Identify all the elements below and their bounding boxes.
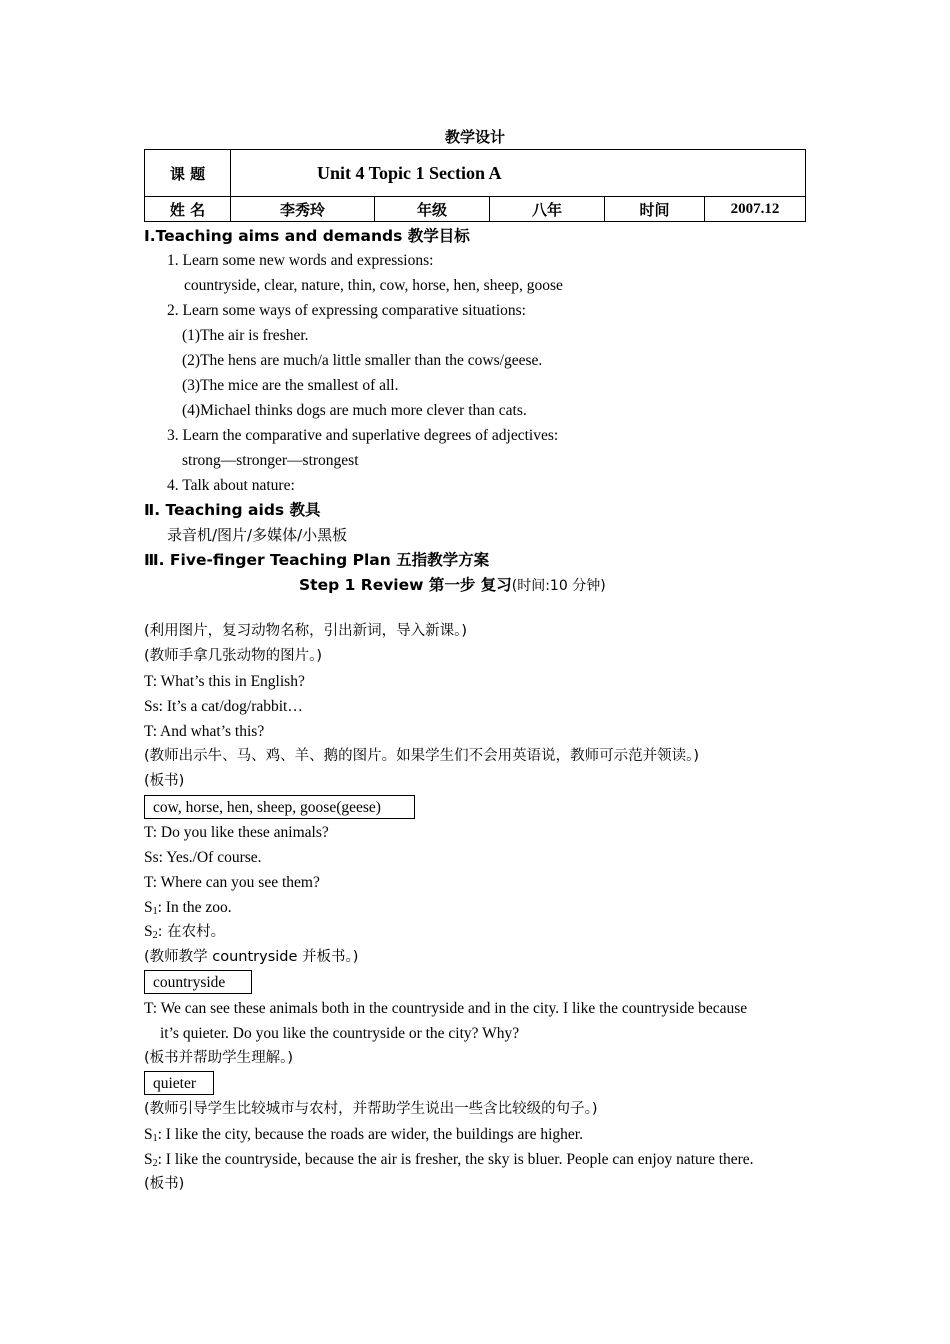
blackboard-note: (板书) [144, 1176, 185, 1192]
note-6: (教师引导学生比较城市与农村，并帮助学生说出一些含比较级的句子。) [144, 1101, 598, 1117]
step-1-time: (时间:10 分钟) [511, 578, 606, 594]
aim-2-item-3: (3)The mice are the smallest of all. [182, 377, 399, 394]
dialog-line: $S_1$: In the zoo. [144, 899, 232, 917]
step-1-title: Step 1 Review 第一步 复习 [299, 576, 512, 594]
aim-1-words: countryside, clear, nature, thin, cow, horse, hen, sheep, goose [184, 277, 563, 294]
blackboard-box-animals: cow, horse, hen, sheep, goose(geese) [144, 795, 415, 819]
note-1: (利用图片，复习动物名称，引出新词，导入新课。) [144, 623, 468, 639]
aim-4: 4. Talk about nature: [167, 477, 295, 494]
grade-label: 年级 [375, 197, 490, 222]
note-4: (教师教学 countryside 并板书。) [144, 949, 359, 965]
topic-label: 课 题 [145, 150, 231, 197]
dialog-line: Ss: Yes./Of course. [144, 849, 262, 866]
step-1-heading [299, 575, 606, 596]
teaching-aids-list: 录音机/图片/多媒体/小黑板 [167, 526, 348, 544]
aim-3: 3. Learn the comparative and superlative degrees of adjectives: [167, 427, 559, 444]
name-label: 姓 名 [145, 197, 231, 222]
dialog-line: it’s quieter. Do you like the countryside or the city? Why? [160, 1025, 520, 1042]
aim-2-item-2: (2)The hens are much/a little smaller than the cows/geese. [182, 352, 543, 369]
section-1-heading: Ⅰ.Teaching aims and demands 教学目标 [144, 227, 470, 245]
name-value: 李秀玲 [231, 197, 375, 222]
time-value: 2007.12 [705, 197, 806, 222]
aim-3-example: strong—stronger—strongest [182, 452, 359, 469]
section-3-heading: Ⅲ. Five-finger Teaching Plan 五指教学方案 [144, 551, 490, 569]
dialog-line: T: Do you like these animals? [144, 824, 329, 841]
dialog-line: Ss: It’s a cat/dog/rabbit… [144, 698, 303, 715]
note-3: (教师出示牛、马、鸡、羊、鹅的图片。如果学生们不会用英语说，教师可示范并领读。) [144, 748, 700, 764]
dialog-line: T: We can see these animals both in the countryside and in the city. I like the countryside because [144, 1000, 748, 1017]
dialog-line: $S_2$: 在农村。 [144, 923, 226, 941]
note-2: (教师手拿几张动物的图片。) [144, 648, 323, 664]
aim-2-item-4: (4)Michael thinks dogs are much more clever than cats. [182, 402, 527, 419]
dialog-line: $S_1$: I like the city, because the roads are wider, the buildings are higher. [144, 1126, 583, 1144]
dialog-line: T: Where can you see them? [144, 874, 320, 891]
blackboard-note: (板书) [144, 773, 185, 789]
dialog-line: T: And what’s this? [144, 723, 265, 740]
aim-2-item-1: (1)The air is fresher. [182, 327, 309, 344]
grade-value: 八年 [490, 197, 605, 222]
note-5: (板书并帮助学生理解。) [144, 1050, 294, 1066]
topic-value: Unit 4 Topic 1 Section A [231, 150, 806, 197]
blackboard-box-countryside: countryside [144, 970, 252, 994]
section-2-heading: Ⅱ. Teaching aids 教具 [144, 501, 321, 519]
time-label: 时间 [605, 197, 705, 222]
blackboard-box-quieter: quieter [144, 1071, 214, 1095]
lesson-info-table [144, 149, 806, 222]
aim-2: 2. Learn some ways of expressing comparative situations: [167, 302, 526, 319]
dialog-line: $S_2$: I like the countryside, because the air is fresher, the sky is bluer. People can enjoy nature there. [144, 1151, 754, 1169]
dialog-line: T: What’s this in English? [144, 673, 305, 690]
aim-1: 1. Learn some new words and expressions: [167, 252, 434, 269]
document-title: 教学设计 [444, 128, 505, 146]
